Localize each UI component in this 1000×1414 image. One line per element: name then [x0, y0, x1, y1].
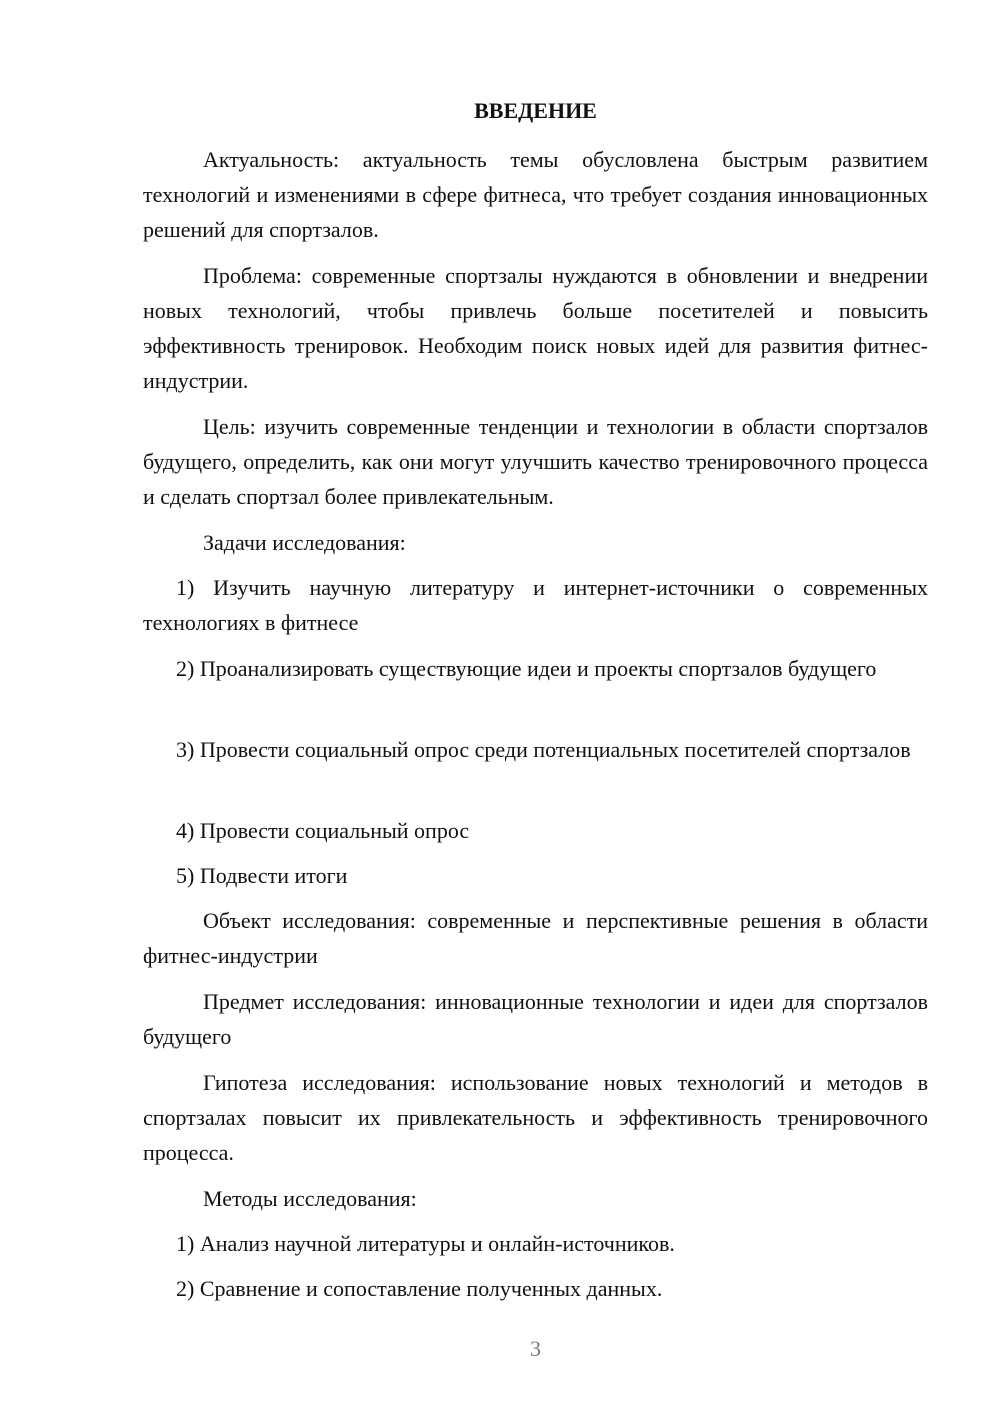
list-item-method-2: 2) Сравнение и сопоставление полученных данных.	[176, 1276, 663, 1301]
paragraph-hypothesis: Гипотеза исследования: использование новых технологий и методов в спортзалах повысит их привлекательность и эффективность тренировочного процесса.	[143, 1070, 928, 1165]
page-number: 3	[530, 1336, 541, 1361]
list-item-task-4: 4) Провести социальный опрос	[176, 818, 470, 843]
paragraph-relevance: Актуальность: актуальность темы обусловлена быстрым развитием технологий и изменениями в сфере фитнеса, что требует создания инновационных решений для спортзалов.	[143, 147, 928, 242]
list-item-method-1: 1) Анализ научной литературы и онлайн-источников.	[176, 1231, 675, 1256]
list-item-task-2: 2) Проанализировать существующие идеи и проекты спортзалов будущего	[176, 656, 877, 681]
paragraph-object: Объект исследования: современные и перспективные решения в области фитнес-индустрии	[143, 908, 928, 968]
paragraph-subject: Предмет исследования: инновационные технологии и идеи для спортзалов будущего	[143, 989, 928, 1049]
paragraph-goal: Цель: изучить современные тенденции и технологии в области спортзалов будущего, определить, как они могут улучшить качество тренировочного процесса и сделать спортзал более привлекательным.	[143, 414, 928, 509]
document-page	[143, 0, 928, 1414]
page-title: ВВЕДЕНИЕ	[474, 98, 597, 123]
list-item-task-3: 3) Провести социальный опрос среди потенциальных посетителей спортзалов	[176, 737, 911, 762]
paragraph-tasks-heading: Задачи исследования:	[203, 530, 406, 555]
paragraph-problem: Проблема: современные спортзалы нуждаются в обновлении и внедрении новых технологий, чтобы привлечь больше посетителей и повысить эффективность тренировок. Необходим поиск новых идей для развития фитнес-индустрии.	[143, 263, 928, 393]
paragraph-methods-heading: Методы исследования:	[203, 1186, 417, 1211]
list-item-task-1: 1) Изучить научную литературу и интернет-источники о современных технологиях в фитнесе	[143, 575, 928, 635]
list-item-task-5: 5) Подвести итоги	[176, 863, 348, 888]
